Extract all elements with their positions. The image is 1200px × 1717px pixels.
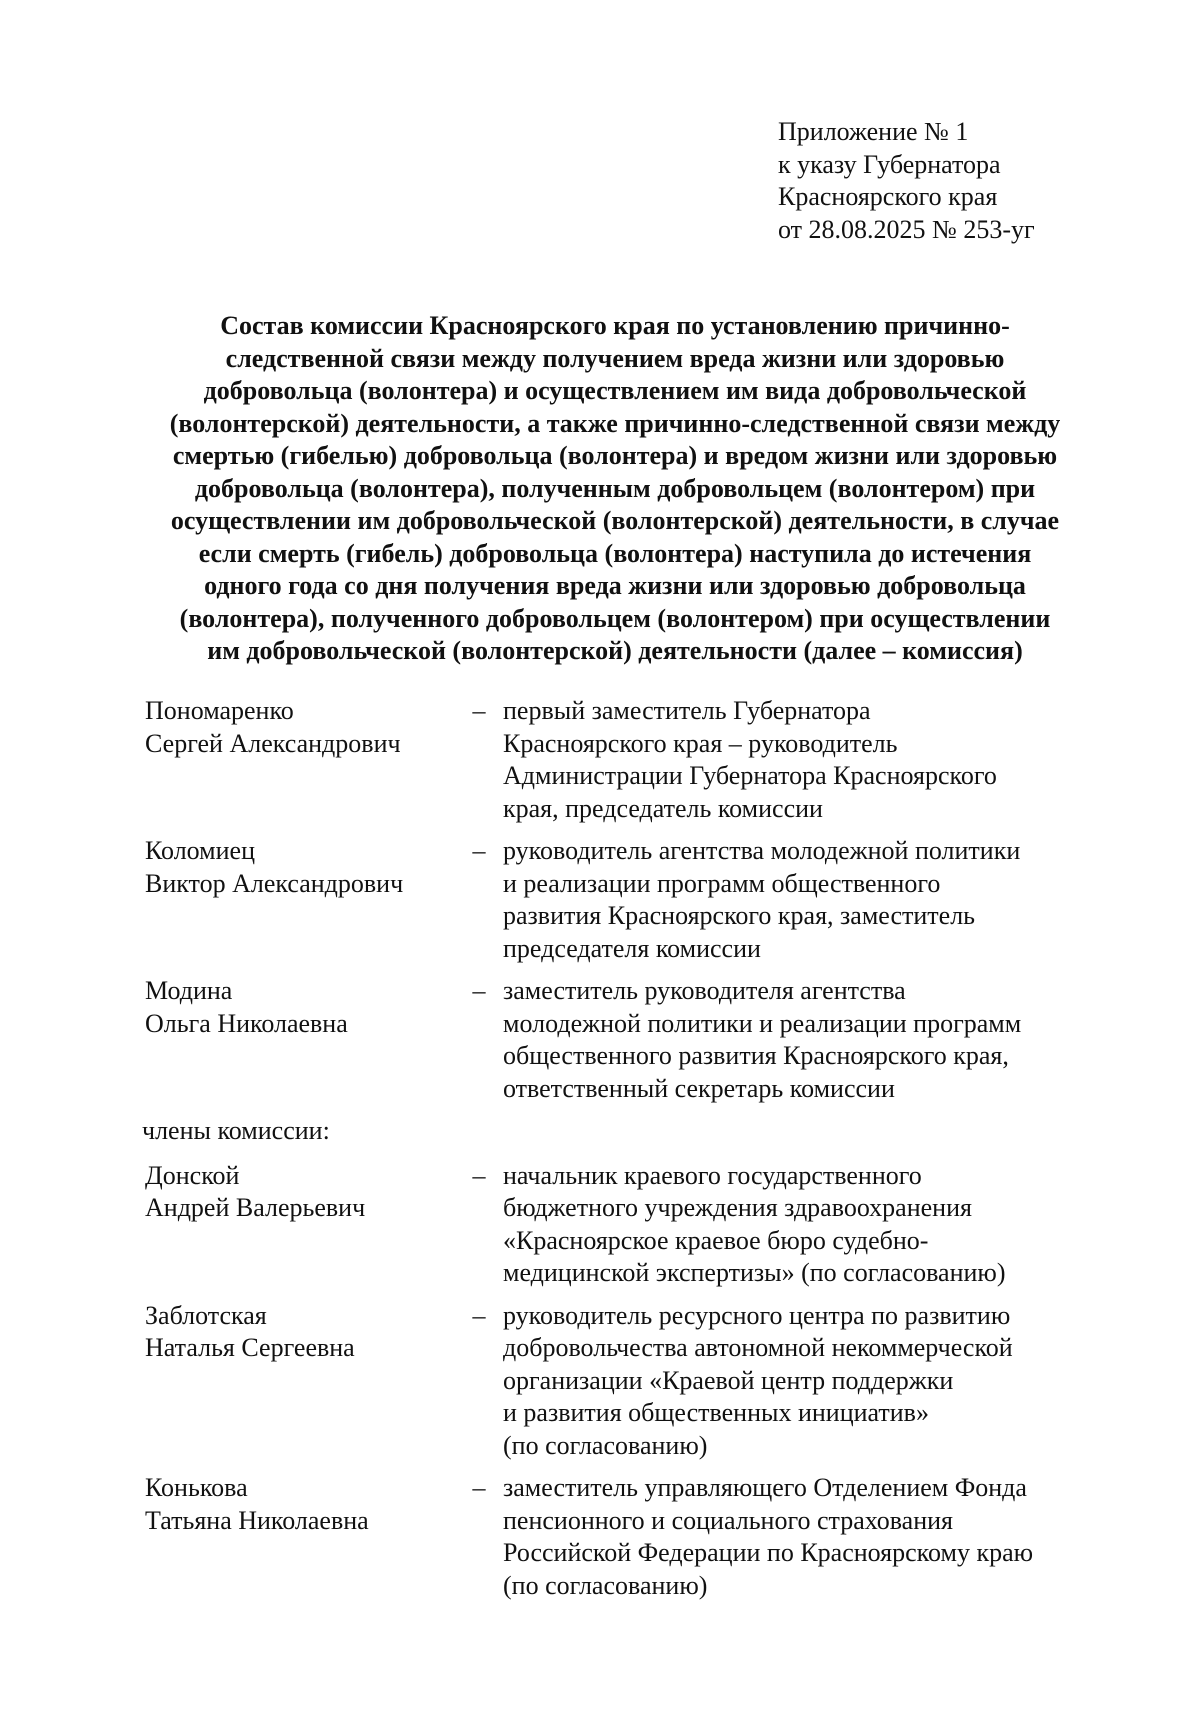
member-name xyxy=(145,975,455,1105)
title-line: смертью (гибелью) добровольца (волонтера) и вредом жизни или здоровью xyxy=(172,441,1058,470)
annex-line: к указу Губернатора xyxy=(778,149,1001,179)
title-line: если смерть (гибель) добровольца (волонтера) наступила до истечения xyxy=(198,538,1032,568)
member-position xyxy=(503,1160,1105,1290)
position-line: бюджетного учреждения здравоохранения xyxy=(503,1193,972,1222)
position-line: руководитель ресурсного центра по развитию xyxy=(503,1300,1011,1330)
title-line: следственной связи между получением вреда жизни или здоровью xyxy=(225,343,1005,373)
annex-line: Приложение № 1 xyxy=(778,117,969,146)
position-line: организации «Краевой центр поддержки xyxy=(503,1365,954,1395)
surname: Донской xyxy=(145,1160,240,1190)
position-line: Российской Федерации по Красноярскому краю xyxy=(503,1538,1034,1567)
member-name xyxy=(145,695,455,825)
document-title xyxy=(120,310,1110,668)
title-line: им добровольческой (волонтерской) деятельности (далее – комиссия) xyxy=(207,636,1023,665)
title-line: добровольца (волонтера), полученным добровольцем (волонтером) при xyxy=(194,473,1036,503)
surname: Заблотская xyxy=(145,1300,267,1330)
position-line: первый заместитель Губернатора xyxy=(503,696,871,725)
member-row xyxy=(145,695,1105,825)
position-line: руководитель агентства молодежной политики xyxy=(503,836,1021,865)
surname: Конькова xyxy=(145,1473,248,1502)
dash: – xyxy=(472,836,486,865)
member-position xyxy=(503,975,1105,1105)
title-line: одного года со дня получения вреда жизни или здоровью добровольца xyxy=(204,571,1026,600)
position-line: председателя комиссии xyxy=(503,933,761,963)
position-line: (по согласованию) xyxy=(503,1430,708,1460)
annex-line: Красноярского края xyxy=(778,182,998,211)
member-position xyxy=(503,1300,1105,1463)
member-name xyxy=(145,1160,455,1290)
member-position xyxy=(503,1472,1105,1602)
position-line: пенсионного и социального страхования xyxy=(503,1505,954,1535)
position-line: общественного развития Красноярского края, xyxy=(503,1041,1009,1070)
commission-members-list xyxy=(142,695,1105,1612)
dash: – xyxy=(472,976,486,1005)
position-line: заместитель управляющего Отделением Фонда xyxy=(503,1473,1027,1502)
title-line: (волонтерской) деятельности, а также причинно-следственной связи между xyxy=(169,408,1061,438)
given-names: Наталья Сергеевна xyxy=(145,1333,355,1362)
surname: Модина xyxy=(145,976,233,1005)
position-line: (по согласованию) xyxy=(503,1570,708,1600)
members-section-label: члены комиссии: xyxy=(142,1116,330,1145)
annex-line: от 28.08.2025 № 253-уг xyxy=(778,214,1035,244)
member-row xyxy=(145,1472,1105,1602)
title-line: добровольца (волонтера) и осуществлением им вида добровольческой xyxy=(203,376,1027,405)
member-name xyxy=(145,835,455,965)
surname: Коломиец xyxy=(145,836,256,865)
member-position xyxy=(503,695,1105,825)
position-line: развития Красноярского края, заместитель xyxy=(503,901,976,930)
given-names: Ольга Николаевна xyxy=(145,1008,348,1038)
position-line: начальник краевого государственного xyxy=(503,1160,922,1190)
title-line: (волонтера), полученного добровольцем (волонтером) при осуществлении xyxy=(179,603,1051,633)
position-line: молодежной политики и реализации программ xyxy=(503,1008,1022,1038)
position-line: добровольчества автономной некоммерческой xyxy=(503,1333,1013,1362)
member-row xyxy=(145,1160,1105,1290)
dash: – xyxy=(472,1300,486,1330)
dash: – xyxy=(472,696,486,725)
title-line: Состав комиссии Красноярского края по установлению причинно- xyxy=(220,311,1010,340)
position-line: Красноярского края – руководитель xyxy=(503,728,898,758)
position-line: «Красноярское краевое бюро судебно- xyxy=(503,1225,929,1255)
given-names: Андрей Валерьевич xyxy=(145,1193,366,1222)
position-line: ответственный секретарь комиссии xyxy=(503,1073,895,1103)
dash: – xyxy=(472,1160,486,1190)
member-name xyxy=(145,1300,455,1463)
member-position xyxy=(503,835,1105,965)
position-line: и реализации программ общественного xyxy=(503,868,941,898)
given-names: Виктор Александрович xyxy=(145,868,404,898)
annex-header xyxy=(778,116,1035,246)
member-name xyxy=(145,1472,455,1602)
position-line: медицинской экспертизы» (по согласованию) xyxy=(503,1258,1006,1287)
position-line: края, председатель комиссии xyxy=(503,793,823,823)
member-row xyxy=(145,975,1105,1105)
position-line: и развития общественных инициатив» xyxy=(503,1398,929,1427)
member-row xyxy=(145,1300,1105,1463)
dash: – xyxy=(472,1473,486,1502)
surname: Пономаренко xyxy=(145,696,294,725)
title-line: осуществлении им добровольческой (волонтерской) деятельности, в случае xyxy=(170,506,1060,535)
member-row xyxy=(145,835,1105,965)
given-names: Татьяна Николаевна xyxy=(145,1505,369,1535)
position-line: Администрации Губернатора Красноярского xyxy=(503,761,997,790)
given-names: Сергей Александрович xyxy=(145,728,401,758)
position-line: заместитель руководителя агентства xyxy=(503,976,906,1005)
